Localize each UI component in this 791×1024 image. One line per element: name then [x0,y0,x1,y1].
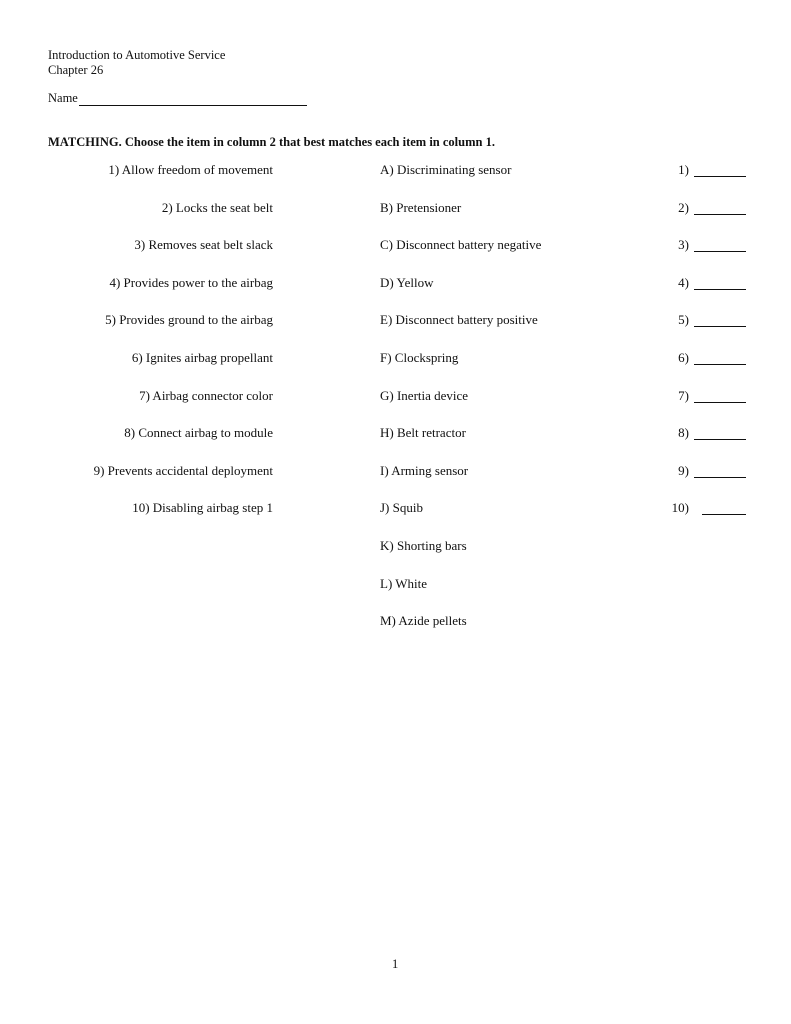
column1-item: 3) Removes seat belt slack [134,237,273,253]
column1-item: 1) Allow freedom of movement [108,162,273,177]
answer-number: 6) [678,350,689,365]
column1-item: 2) Locks the seat belt [161,199,273,215]
column2-item: E) Disconnect battery positive [380,312,538,328]
answer-blank-line[interactable] [694,439,746,440]
answer-number: 2) [678,199,689,215]
name-label: Name [48,91,78,105]
instructions: MATCHING. Choose the item in column 2 that best matches each item in column 1. [48,135,495,149]
matching-row [0,500,791,520]
answer-blank-line[interactable] [694,176,746,177]
answer-number: 9) [678,462,689,478]
name-blank-line[interactable] [79,93,307,106]
matching-row [0,200,791,220]
column1-item: 5) Provides ground to the airbag [105,312,273,328]
column2-item: K) Shorting bars [380,538,467,553]
column1-item: 10) Disabling airbag step 1 [132,500,273,516]
column2-item: C) Disconnect battery negative [380,237,542,253]
matching-row [0,425,791,445]
matching-row [0,576,791,596]
page-number: 1 [392,957,399,971]
column2-item: F) Clockspring [380,350,459,365]
matching-row [0,162,791,182]
answer-number: 4) [678,274,689,290]
column2-item: A) Discriminating sensor [380,162,512,177]
matching-row [0,463,791,483]
answer-number: 10) [671,500,689,516]
answer-blank-line[interactable] [694,251,746,252]
course-title: Introduction to Automotive Service [48,48,226,62]
column2-item: B) Pretensioner [380,199,462,215]
answer-blank-line[interactable] [702,514,746,515]
answer-blank-line[interactable] [694,477,746,478]
column2-item: L) White [380,575,428,591]
answer-blank-line[interactable] [694,402,746,403]
column2-item: M) Azide pellets [380,613,467,629]
matching-row [0,613,791,633]
answer-number: 7) [678,387,689,403]
column1-item: 8) Connect airbag to module [124,425,273,441]
answer-blank-line[interactable] [694,326,746,327]
matching-row [0,275,791,295]
answer-number: 3) [678,237,689,253]
answer-number: 1) [678,162,689,177]
column2-item: J) Squib [380,500,423,516]
column1-item: 7) Airbag connector color [139,387,273,403]
matching-row [0,388,791,408]
matching-row [0,350,791,370]
answer-blank-line[interactable] [694,364,746,365]
matching-row [0,237,791,257]
matching-row [0,538,791,558]
column1-item: 9) Prevents accidental deployment [93,462,273,478]
answer-blank-line[interactable] [694,289,746,290]
matching-row [0,312,791,332]
answer-number: 8) [678,425,689,441]
column2-item: G) Inertia device [380,387,469,403]
name-field [48,91,307,106]
column1-item: 4) Provides power to the airbag [109,274,273,290]
column2-item: H) Belt retractor [380,425,466,441]
answer-blank-line[interactable] [694,214,746,215]
chapter-label: Chapter 26 [48,63,104,77]
column1-item: 6) Ignites airbag propellant [131,350,273,365]
column2-item: D) Yellow [380,274,434,290]
answer-number: 5) [678,312,689,328]
column2-item: I) Arming sensor [380,462,469,478]
